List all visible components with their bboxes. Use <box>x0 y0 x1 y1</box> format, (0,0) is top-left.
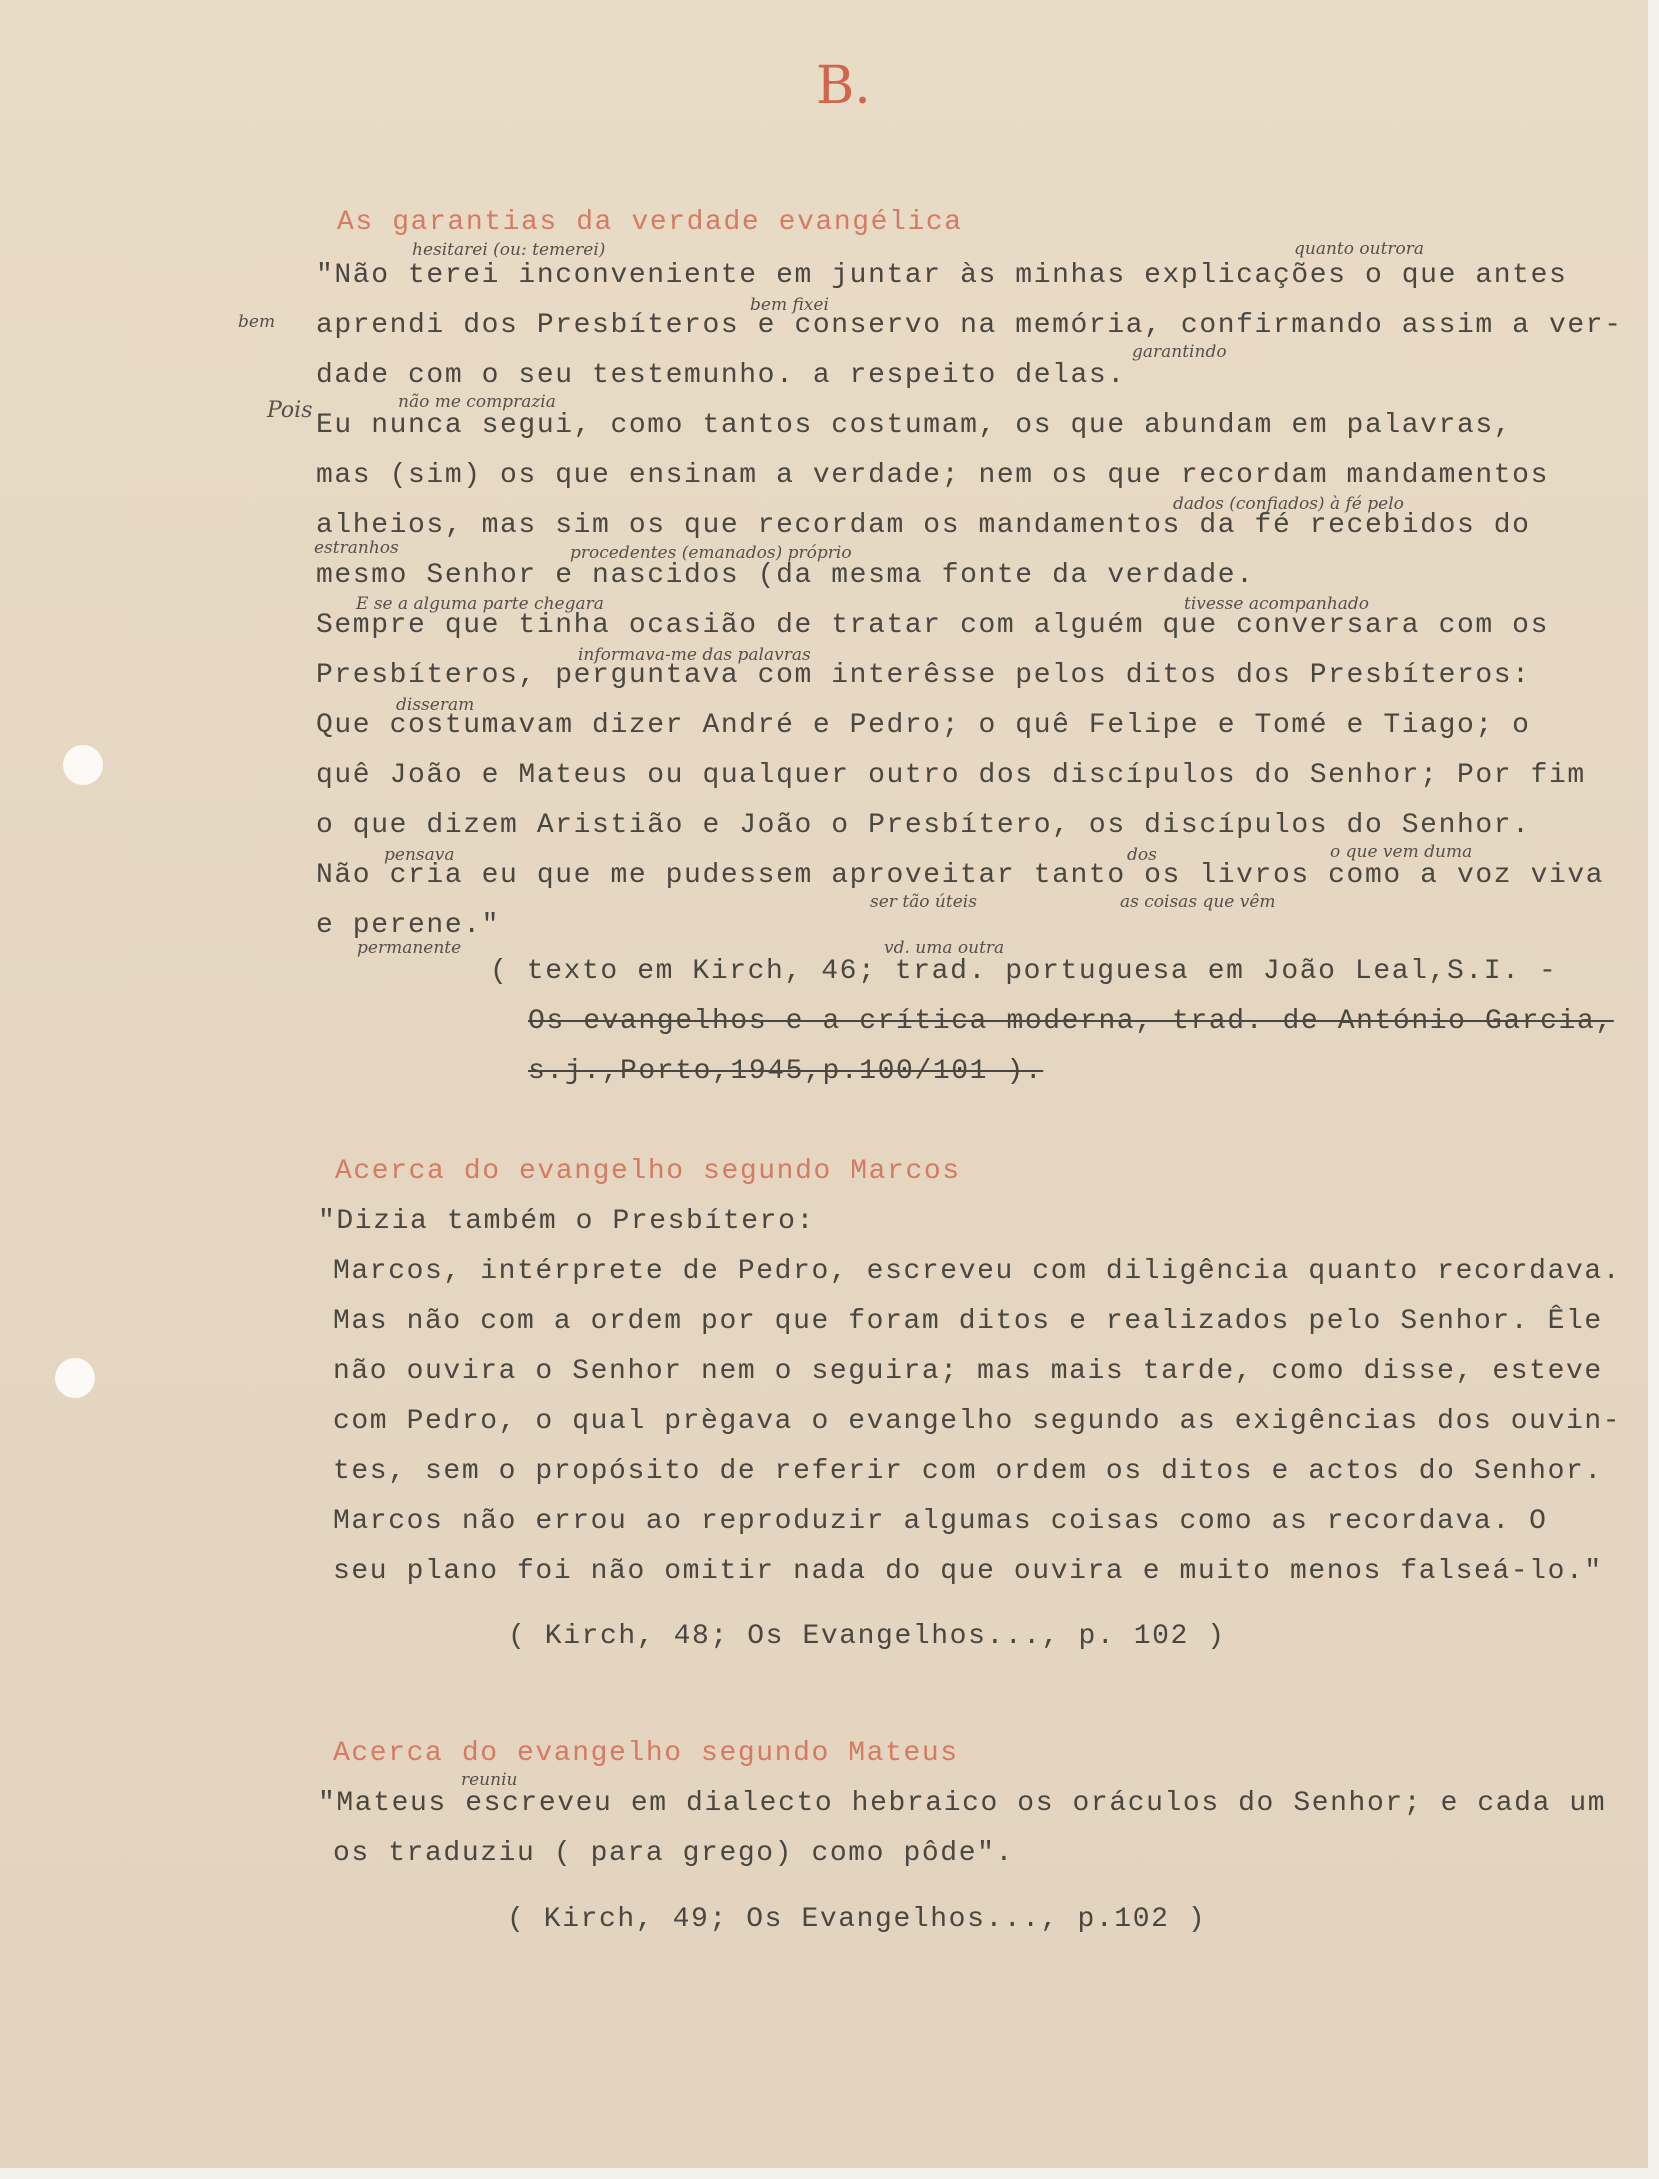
text-line: Marcos não errou ao reproduzir algumas coisas como as recordava. O <box>333 1506 1548 1537</box>
text-line: Marcos, intérprete de Pedro, escreveu com diligência quanto recordava. <box>333 1256 1622 1287</box>
text-line: "Dizia também o Presbítero: <box>318 1206 815 1237</box>
annotation-permanente: permanente <box>357 938 462 958</box>
punch-hole-upper <box>63 745 103 785</box>
text-line: seu plano foi não omitir nada do que ouvira e muito menos falseá-lo." <box>333 1556 1603 1587</box>
annotation-bem-fixei: bem fixei <box>750 295 829 315</box>
text-line: o que dizem Aristião e João o Presbítero, os discípulos do Senhor. <box>316 810 1531 841</box>
text-line: quê João e Mateus ou qualquer outro dos discípulos do Senhor; Por fim <box>316 760 1586 791</box>
text-line: os traduziu ( para grego) como pôde". <box>333 1838 1014 1869</box>
annotation-reuniu: reuniu <box>461 1770 518 1790</box>
annotation-garantindo: garantindo <box>1132 342 1227 362</box>
text-line: alheios, mas sim os que recordam os mandamentos da fé recebidos do <box>316 510 1531 541</box>
annotation-nao-me-comprazia: não me comprazia <box>398 392 556 412</box>
annotation-estranhos: estranhos <box>314 538 399 558</box>
text-line: "Não terei inconveniente em juntar às minhas explicações o que antes <box>316 260 1568 291</box>
section-title-marcos: Acerca do evangelho segundo Marcos <box>335 1156 961 1187</box>
annotation-dos: dos <box>1127 845 1157 865</box>
annotation-informava: informava-me das palavras <box>578 645 811 665</box>
annotation-ver-outra: vd. uma outra <box>884 938 1005 958</box>
text-line: Sempre que tinha ocasião de tratar com alguém que conversara com os <box>316 610 1549 641</box>
text-line: dade com o seu testemunho. a respeito delas. <box>316 360 1126 391</box>
annotation-o-que-vem: o que vem duma <box>1330 842 1473 862</box>
annotation-as-coisas: as coisas que vêm <box>1120 892 1276 912</box>
page-bottom-edge <box>0 2168 1659 2179</box>
page-right-edge <box>1648 0 1659 2179</box>
section-title-mateus: Acerca do evangelho segundo Mateus <box>333 1738 959 1769</box>
annotation-e-se: E se a alguma parte chegara <box>356 594 604 614</box>
text-line: "Mateus escreveu em dialecto hebraico os oráculos do Senhor; e cada um <box>318 1788 1607 1819</box>
text-line: Eu nunca segui, como tantos costumam, os que abundam em palavras, <box>316 410 1513 441</box>
annotation-hesitarei: hesitarei (ou: temerei) <box>412 240 606 260</box>
annotation-pois: Pois <box>267 398 313 423</box>
annotation-ser-tao: ser tão úteis <box>870 892 977 912</box>
citation-line: ( texto em Kirch, 46; trad. portuguesa em João Leal,S.I. - <box>490 956 1558 987</box>
text-line: aprendi dos Presbíteros e conservo na memória, confirmando assim a ver- <box>316 310 1623 341</box>
text-line: e perene." <box>316 910 501 941</box>
text-line: mesmo Senhor e nascidos (da mesma fonte da verdade. <box>316 560 1255 591</box>
annotation-disseram: disseram <box>396 695 475 715</box>
text-line: com Pedro, o qual prègava o evangelho segundo as exigências dos ouvin- <box>333 1406 1622 1437</box>
annotation-pensava: pensava <box>384 845 455 865</box>
citation-line: s.j.,Porto,1945,p.100/101 ). <box>528 1056 1044 1087</box>
section-title-garantias: As garantias da verdade evangélica <box>337 207 963 238</box>
text-line: Presbíteros, perguntava com interêsse pelos ditos dos Presbíteros: <box>316 660 1531 691</box>
text-line: Mas não com a ordem por que foram ditos e realizados pelo Senhor. Êle <box>333 1306 1603 1337</box>
annotation-bem: bem <box>238 312 276 332</box>
citation-line: Os evangelhos e a crítica moderna, trad. de António Garcia, <box>528 1006 1614 1037</box>
citation-line: ( Kirch, 49; Os Evangelhos..., p.102 ) <box>507 1904 1207 1935</box>
text-line: Que costumavam dizer André e Pedro; o quê Felipe e Tomé e Tiago; o <box>316 710 1531 741</box>
annotation-dados: dados (confiados) à fé pelo <box>1173 494 1404 514</box>
annotation-procedentes: procedentes (emanados) próprio <box>570 543 852 563</box>
text-line: mas (sim) os que ensinam a verdade; nem os que recordam mandamentos <box>316 460 1549 491</box>
annotation-quanto-outrora: quanto outrora <box>1294 239 1425 259</box>
text-line: tes, sem o propósito de referir com ordem os ditos e actos do Senhor. <box>333 1456 1603 1487</box>
annotation-tivesse: tivesse acompanhado <box>1184 594 1370 614</box>
text-line: não ouvira o Senhor nem o seguira; mas mais tarde, como disse, esteve <box>333 1356 1603 1387</box>
citation-line: ( Kirch, 48; Os Evangelhos..., p. 102 ) <box>508 1621 1226 1652</box>
punch-hole-lower <box>55 1358 95 1398</box>
text-line: Não cria eu que me pudessem aproveitar tanto os livros como a voz viva <box>316 860 1605 891</box>
page-mark: B. <box>816 56 871 116</box>
